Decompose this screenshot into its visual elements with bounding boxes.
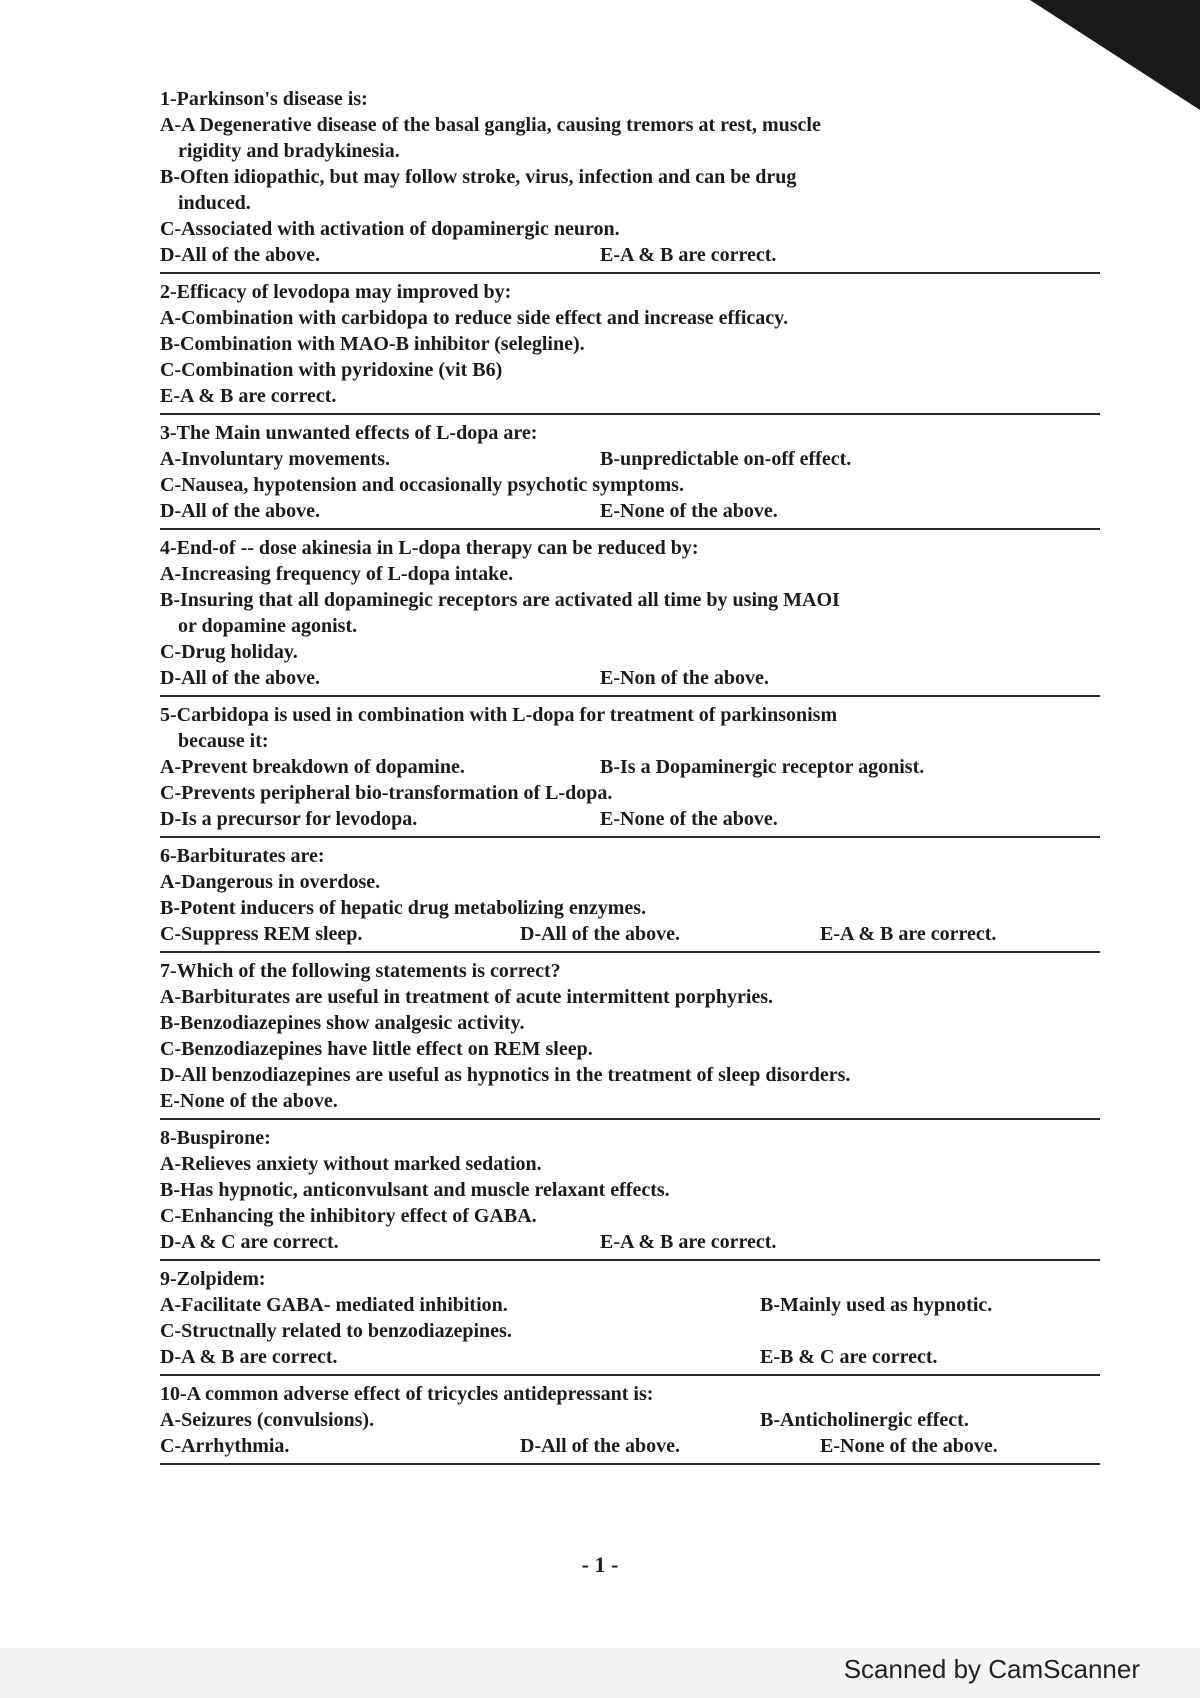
option-row (160, 754, 1100, 780)
question-stem: 9-Zolpidem: (160, 1268, 266, 1290)
option-a-continued: rigidity and bradykinesia. (178, 140, 400, 162)
option-row (160, 242, 1100, 268)
option-b-continued: or dopamine agonist. (178, 615, 358, 637)
option-row (160, 806, 1100, 832)
option-d: D-All of the above. (160, 500, 320, 522)
option-b: B-unpredictable on-off effect. (600, 448, 852, 470)
option-d: D-A & C are correct. (160, 1231, 339, 1253)
option-row (160, 1292, 1100, 1318)
option-d: D-All of the above. (160, 667, 320, 689)
question-4 (160, 533, 1100, 697)
scanner-credit: Scanned by CamScanner (843, 1654, 1140, 1684)
option-e: E-None of the above. (160, 1090, 338, 1112)
question-stem: 4-End-of -- dose akinesia in L-dopa therapy can be reduced by: (160, 537, 699, 559)
question-sheet (160, 84, 1100, 1468)
option-a: A-Relieves anxiety without marked sedation. (160, 1153, 542, 1175)
option-d: D-All of the above. (520, 923, 680, 945)
question-9 (160, 1264, 1100, 1376)
question-stem: 8-Buspirone: (160, 1127, 271, 1149)
question-stem-continued: because it: (178, 730, 269, 752)
question-stem: 2-Efficacy of levodopa may improved by: (160, 281, 512, 303)
option-d: D-A & B are correct. (160, 1346, 338, 1368)
option-c: C-Drug holiday. (160, 641, 298, 663)
question-stem: 3-The Main unwanted effects of L-dopa are: (160, 422, 538, 444)
option-b: B-Benzodiazepines show analgesic activity. (160, 1012, 525, 1034)
question-2 (160, 277, 1100, 415)
page-number: - 1 - (581, 1552, 619, 1577)
option-a: A-Barbiturates are useful in treatment of acute intermittent porphyries. (160, 986, 774, 1008)
question-stem: 1-Parkinson's disease is: (160, 88, 368, 110)
option-a: A-Increasing frequency of L-dopa intake. (160, 563, 514, 585)
question-1 (160, 84, 1100, 274)
option-a: A-Involuntary movements. (160, 448, 390, 470)
option-c: C-Suppress REM sleep. (160, 923, 363, 945)
option-e: E-A & B are correct. (600, 244, 777, 266)
question-6 (160, 841, 1100, 953)
option-c: C-Structnally related to benzodiazepines. (160, 1320, 512, 1342)
question-stem: 10-A common adverse effect of tricycles antidepressant is: (160, 1383, 654, 1405)
question-5 (160, 700, 1100, 838)
question-stem: 6-Barbiturates are: (160, 845, 325, 867)
option-b: B-Potent inducers of hepatic drug metabolizing enzymes. (160, 897, 647, 919)
option-row (160, 1433, 1100, 1459)
option-e: E-None of the above. (600, 500, 778, 522)
option-b: B-Insuring that all dopaminegic receptors are activated all time by using MAOI (160, 589, 840, 611)
option-c: C-Enhancing the inhibitory effect of GABA. (160, 1205, 537, 1227)
option-row (160, 498, 1100, 524)
option-a: A-Combination with carbidopa to reduce side effect and increase efficacy. (160, 307, 789, 329)
option-row (160, 1407, 1100, 1433)
option-b: B-Has hypnotic, anticonvulsant and muscle relaxant effects. (160, 1179, 670, 1201)
option-c: C-Prevents peripheral bio-transformation of L-dopa. (160, 782, 613, 804)
question-7 (160, 956, 1100, 1120)
option-e: E-None of the above. (600, 808, 778, 830)
option-d: D-Is a precursor for levodopa. (160, 808, 418, 830)
question-stem: 7-Which of the following statements is correct? (160, 960, 561, 982)
option-row (160, 1229, 1100, 1255)
option-c: C-Combination with pyridoxine (vit B6) (160, 359, 503, 381)
option-d: D-All of the above. (520, 1435, 680, 1457)
option-b: B-Mainly used as hypnotic. (760, 1294, 993, 1316)
option-b: B-Combination with MAO-B inhibitor (selegline). (160, 333, 585, 355)
option-a: A-Dangerous in overdose. (160, 871, 381, 893)
option-row (160, 1344, 1100, 1370)
question-3 (160, 418, 1100, 530)
option-c: C-Benzodiazepines have little effect on REM sleep. (160, 1038, 593, 1060)
option-b: B-Anticholinergic effect. (760, 1409, 969, 1431)
option-d: D-All of the above. (160, 244, 320, 266)
option-e: E-A & B are correct. (820, 923, 997, 945)
option-row (160, 921, 1100, 947)
option-c: C-Arrhythmia. (160, 1435, 290, 1457)
option-e: E-Non of the above. (600, 667, 769, 689)
question-stem: 5-Carbidopa is used in combination with L-dopa for treatment of parkinsonism (160, 704, 838, 726)
option-row (160, 665, 1100, 691)
question-10 (160, 1379, 1100, 1465)
option-a: A-Seizures (convulsions). (160, 1409, 375, 1431)
option-c: C-Nausea, hypotension and occasionally psychotic symptoms. (160, 474, 684, 496)
option-row (160, 446, 1100, 472)
option-d: D-All benzodiazepines are useful as hypnotics in the treatment of sleep disorders. (160, 1064, 851, 1086)
option-e: E-None of the above. (820, 1435, 998, 1457)
question-8 (160, 1123, 1100, 1261)
option-b: B-Is a Dopaminergic receptor agonist. (600, 756, 925, 778)
option-e: E-A & B are correct. (160, 385, 337, 407)
option-b-continued: induced. (178, 192, 251, 214)
option-e: E-A & B are correct. (600, 1231, 777, 1253)
option-b: B-Often idiopathic, but may follow stroke, virus, infection and can be drug (160, 166, 797, 188)
option-c: C-Associated with activation of dopaminergic neuron. (160, 218, 620, 240)
option-a: A-Facilitate GABA- mediated inhibition. (160, 1294, 508, 1316)
option-a: A-Prevent breakdown of dopamine. (160, 756, 465, 778)
option-e: E-B & C are correct. (760, 1346, 938, 1368)
option-a: A-A Degenerative disease of the basal ganglia, causing tremors at rest, muscle (160, 114, 821, 136)
